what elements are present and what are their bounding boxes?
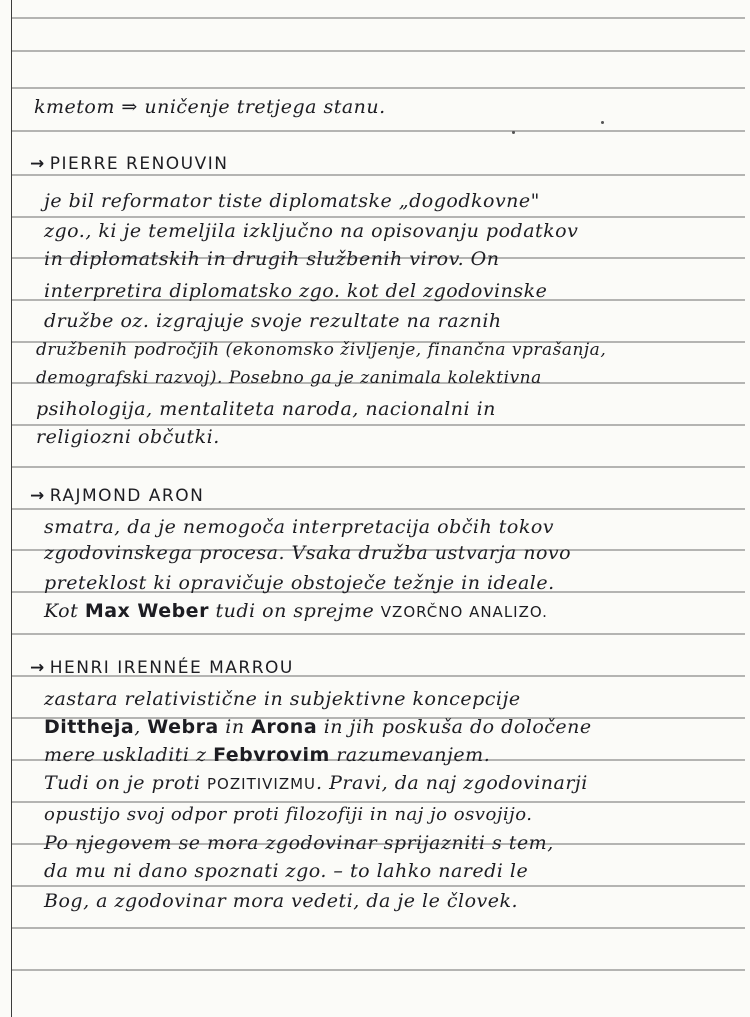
text-line: zgo., ki je temeljila izključno na opisovanju podatkov: [44, 220, 579, 242]
ink-speck: [601, 121, 604, 124]
text-span: ,: [134, 716, 148, 738]
text-span: in: [218, 716, 252, 738]
text-line: družbe oz. izgrajuje svoje rezultate na raznih: [44, 310, 502, 332]
arrow-icon: →: [30, 486, 46, 506]
text-line: Bog, a zgodovinar mora vedeti, da je le človek.: [44, 890, 519, 912]
arrow-icon: →: [30, 154, 46, 174]
heading-henri-marrou: [30, 658, 294, 678]
term-vzorcno-analizo: VZORČNO ANALIZO.: [380, 603, 548, 621]
text-line: preteklost ki opravičuje obstoječe težnje in ideale.: [44, 572, 555, 594]
heading-pierre-renouvin: [30, 154, 228, 174]
text-line: družbenih področjih (ekonomsko življenje, finančna vprašanja,: [36, 340, 607, 360]
text-line: je bil reformator tiste diplomatske „dogodkovne": [44, 190, 540, 212]
name-dittheja: Dittheja: [44, 716, 135, 738]
text-line: zgodovinskega procesa. Vsaka družba ustvarja novo: [44, 542, 572, 564]
text-line: [44, 744, 490, 766]
heading-rajmond-aron: [30, 486, 204, 506]
text-span: mere uskladiti z: [44, 744, 214, 766]
text-line: [44, 772, 588, 794]
text-line: religiozni občutki.: [36, 426, 220, 448]
text-span: tudi on sprejme: [208, 600, 381, 622]
margin-line: [11, 0, 12, 1017]
text-span: Kot: [44, 600, 85, 622]
text-line: interpretira diplomatsko zgo. kot del zgodovinske: [44, 280, 548, 302]
text-span: razumevanjem.: [329, 744, 491, 766]
ink-speck: [512, 131, 515, 134]
heading-text: RAJMOND ARON: [49, 486, 205, 506]
heading-text: HENRI IRENNÉE MARROU: [49, 658, 294, 678]
name-max-weber: Max Weber: [84, 600, 209, 622]
text-line: in diplomatskih in drugih službenih virov. On: [44, 248, 500, 270]
text-line: demografski razvoj). Posebno ga je zanimala kolektivna: [36, 368, 542, 388]
arrow-icon: →: [30, 658, 46, 678]
name-arona: Arona: [251, 716, 318, 738]
text-line: da mu ni dano spoznati zgo. – to lahko naredi le: [44, 860, 529, 882]
text-line: smatra, da je nemogoča interpretacija občih tokov: [44, 516, 555, 538]
text-line: zastara relativistične in subjektivne koncepcije: [44, 688, 521, 710]
text-line: [44, 600, 548, 622]
name-webra: Webra: [147, 716, 219, 738]
text-span: . Pravi, da naj zgodovinarji: [316, 772, 588, 794]
text-line-continuation: kmetom ⇒ uničenje tretjega stanu.: [34, 96, 386, 118]
text-line: [44, 716, 592, 738]
text-line: psihologija, mentaliteta naroda, nacionalni in: [36, 398, 496, 420]
text-line: opustijo svoj odpor proti filozofiji in naj jo osvojijo.: [44, 804, 533, 825]
heading-text: PIERRE RENOUVIN: [49, 154, 229, 174]
text-span: in jih poskuša do določene: [317, 716, 592, 738]
text-line: Po njegovem se mora zgodovinar sprijazniti s tem,: [44, 832, 554, 854]
term-pozitivizmu: POZITIVIZMU: [207, 775, 317, 793]
name-febvrovim: Febvrovim: [213, 744, 330, 766]
text-span: Tudi on je proti: [44, 772, 208, 794]
